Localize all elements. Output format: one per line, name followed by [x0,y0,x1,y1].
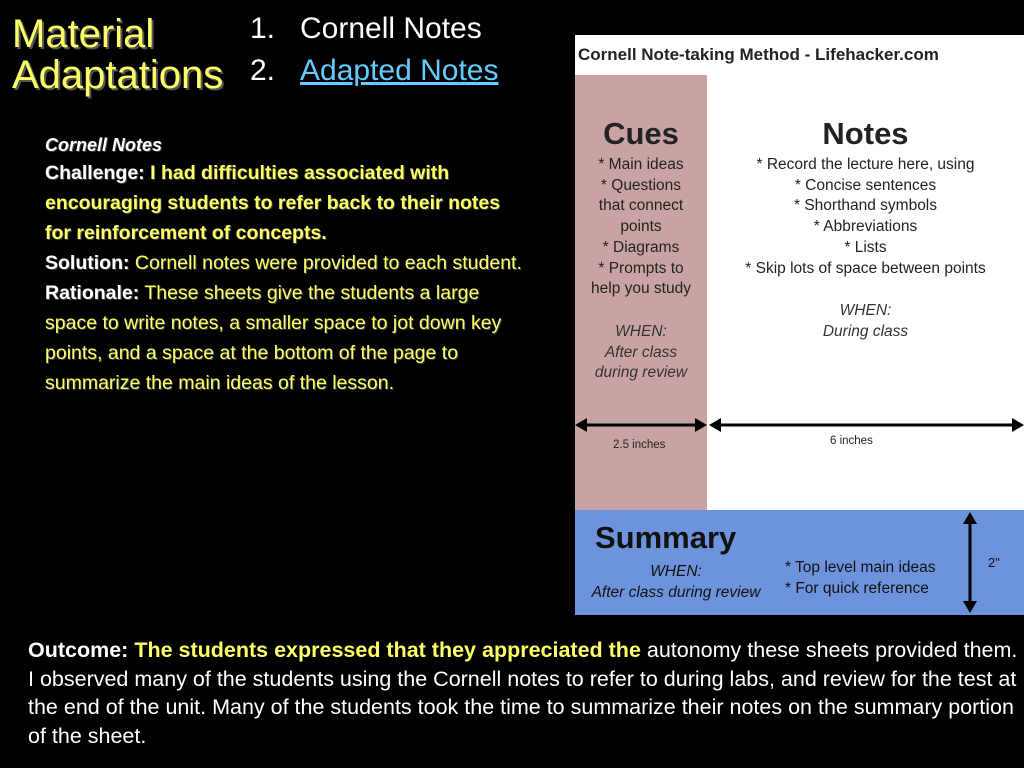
slide-title [12,14,262,96]
summary-section [575,510,1024,615]
title-line-1: Material [12,12,155,56]
notes-item: * Lists [844,238,887,256]
notes-when [707,301,1024,342]
notes-width-label: 6 inches [830,435,873,447]
notes-item: * Shorthand symbols [793,197,938,215]
body-text [45,132,525,398]
cues-list [575,155,707,300]
solution-text: Cornell notes were provided to each student. [129,252,522,274]
solution-label: Solution: [45,252,130,274]
cues-item: help you study [591,280,691,298]
summary-item: * Top level main ideas [785,559,936,576]
notes-item: * Skip lots of space between points [745,259,986,277]
summary-when-line: WHEN: [650,563,702,580]
adapted-notes-link[interactable]: Adapted Notes [300,54,499,87]
rationale-text: These sheets give the students a large space to write notes, a smaller space to jot down key points, and a space at the bottom of the page to summarize the main ideas of the lesson. [45,282,502,394]
cues-item: that connect [598,197,684,215]
diagram-header: Cornell Note-taking Method - Lifehacker.com [578,45,939,64]
list-item [250,8,498,50]
challenge-paragraph [45,158,525,248]
cues-when-line: during review [594,364,688,382]
outcome-bold-text: The students expressed that they appreciated the [128,638,641,662]
cues-width-label: 2.5 inches [613,439,666,451]
summary-list [785,558,936,599]
summary-when-line: After class during review [591,583,761,601]
cues-when-line: WHEN: [615,322,667,340]
cues-item: * Main ideas [598,156,684,173]
cues-when-line: After class [604,343,678,361]
notes-title: Notes [822,116,909,151]
cornell-diagram-image [575,35,1024,615]
rationale-paragraph [45,278,525,398]
summary-item: * For quick reference [785,579,929,597]
notes-item: * Record the lecture here, using [756,156,975,173]
cues-title: Cues [603,116,679,151]
cues-item: * Diagrams [602,238,680,256]
rationale-label: Rationale: [45,282,140,304]
notes-when-line: During class [822,322,909,340]
summary-when [581,562,771,603]
solution-paragraph [45,248,525,278]
challenge-label: Challenge: [45,162,145,184]
notes-list [707,155,1024,279]
summary-title: Summary [595,520,737,555]
cues-item: * Questions [600,176,682,194]
body-subheading: Cornell Notes [45,135,163,155]
outcome-text: autonomy these sheets provided them. I observed many of the students using the Cornell notes to refer to during labs, and review for the test at the end of the unit. Many of the students took the time to summarize their notes on the summary portion of the sheet. [28,638,1018,748]
notes-width-arrow-icon [709,418,1024,432]
outcome-label: Outcome: [28,638,129,662]
summary-height-arrow-icon [960,512,980,613]
top-numbered-list [250,8,498,92]
list-item-cornell-notes: Cornell Notes [300,12,482,45]
cues-width-arrow-icon [575,418,707,432]
cues-when [575,322,707,384]
challenge-text: I had difficulties associated with encouraging students to refer back to their notes for reinforcement of concepts. [45,162,501,244]
notes-item: * Concise sentences [794,176,937,194]
width-arrows [575,413,1024,437]
list-item [250,50,498,92]
outcome-paragraph [28,636,1018,750]
title-line-2: Adaptations [12,53,224,97]
list-number: 2. [250,54,276,87]
notes-item: * Abbreviations [813,218,918,236]
notes-when-line: WHEN: [839,302,892,320]
list-number: 1. [250,12,276,45]
cues-item: * Prompts to [598,259,684,277]
summary-height-label: 2" [988,555,1000,570]
cues-item: points [620,218,662,236]
